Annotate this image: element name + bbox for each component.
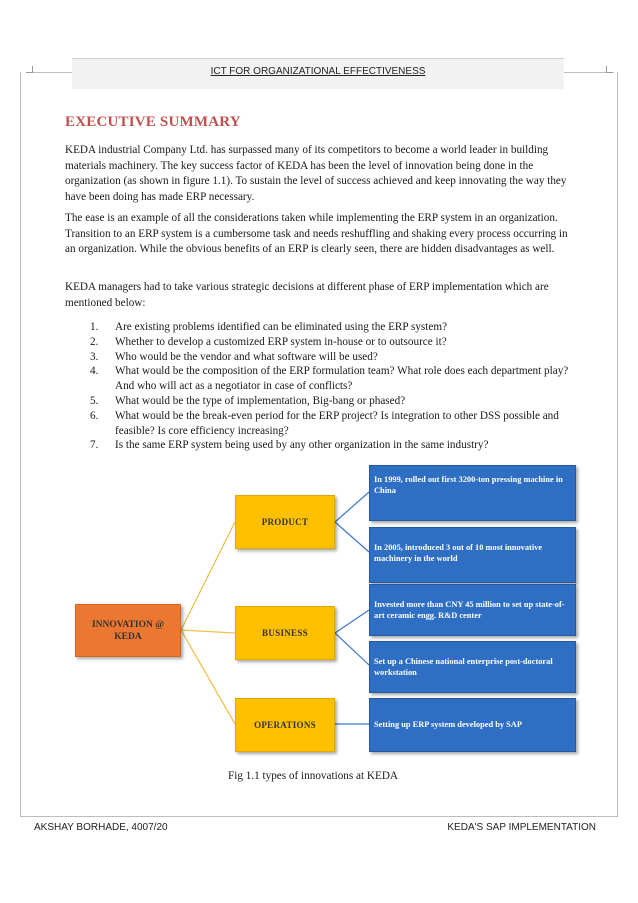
diagram-branch-product-label: PRODUCT — [261, 517, 309, 527]
list-item-number: 2. — [90, 335, 99, 348]
connector-root-business — [181, 630, 235, 633]
list-item-text: Is the same ERP system being used by any other organization in the same industry? — [115, 439, 489, 452]
list-item-number: 1. — [90, 321, 99, 333]
diagram-leaf-business-2 — [369, 641, 576, 693]
diagram-leaf-text: In 2005, introduced 3 out of 10 most innovative machinery in the world — [374, 543, 543, 563]
paragraph-intro: KEDA industrial Company Ltd. has surpassed many of its competitors to become a world leader in building materials machinery. The key success factor of KEDA has been the level of innovation being done in the organization (as shown in figure 1.1). To sustain the level of success achieved and keep innovating the way they have been doing has made ERP necessary. — [65, 144, 567, 203]
list-item-text: Whether to develop a customized ERP system in-house or to outsource it? — [115, 335, 447, 348]
footer-divider — [20, 816, 618, 817]
diagram-leaf-product-2 — [369, 527, 576, 583]
diagram-root-label: INNOVATION @ KEDA — [91, 619, 165, 642]
connector-business-leaf1 — [335, 610, 369, 633]
footer-author: AKSHAY BORHADE, 4007/20 — [34, 822, 168, 833]
footer-document-title: KEDA'S SAP IMPLEMENTATION — [447, 822, 596, 833]
diagram-branch-business — [235, 606, 335, 660]
diagram-branch-product — [235, 495, 335, 549]
list-item-number: 5. — [90, 394, 99, 407]
connector-business-leaf2 — [335, 633, 369, 665]
list-item-text: What would be the type of implementation, Big-bang or phased? — [115, 394, 406, 407]
paragraph-erp-considerations: The ease is an example of all the considerations taken while implementing the ERP system in an organization. Transition to an ERP system is a cumbersome task and needs reshuffling and shaking every process occurring in an organization. While the obvious benefits of an ERP is clearly seen, there are hidden disadvantages as well. — [65, 212, 568, 256]
diagram-leaf-product-1 — [369, 465, 576, 521]
page-header-title: ICT FOR ORGANIZATIONAL EFFECTIVENESS — [210, 66, 426, 77]
list-item-text: Who would be the vendor and what software will be used? — [115, 350, 378, 363]
connector-root-product — [181, 522, 235, 630]
diagram-leaf-business-1 — [369, 584, 576, 636]
diagram-leaf-text: Invested more than CNY 45 million to set up state-of-art ceramic engg. R&D center — [374, 600, 565, 620]
diagram-leaf-text: Set up a Chinese national enterprise post-doctoral workstation — [374, 657, 553, 677]
list-item-number: 7. — [90, 439, 99, 452]
diagram-branch-operations — [235, 698, 335, 752]
diagram-leaf-operations-1 — [369, 698, 576, 752]
list-item-number: 6. — [90, 409, 99, 422]
diagram-leaf-text: In 1999, rolled out first 3200-ton pressing machine in China — [374, 475, 563, 495]
connector-product-leaf1 — [335, 492, 369, 522]
paragraph-decisions: KEDA managers had to take various strategic decisions at different phase of ERP implementation which are mentioned below: — [65, 281, 549, 309]
connector-root-operations — [181, 630, 235, 724]
list-item-number: 3. — [90, 350, 99, 363]
section-title: EXECUTIVE SUMMARY — [65, 114, 241, 130]
diagram-branch-operations-label: OPERATIONS — [254, 720, 316, 730]
list-item-text: Are existing problems identified can be eliminated using the ERP system? — [115, 321, 448, 333]
list-item-number: 4. — [90, 365, 99, 378]
diagram-root-innovation — [75, 604, 181, 657]
list-item-text: What would be the composition of the ERP formulation team? What role does each department play? And who will act as a negotiator in case of conflicts? — [115, 365, 569, 393]
list-item-text: What would be the break-even period for the ERP project? Is integration to other DSS possible and feasible? Is core efficiency increasing? — [115, 409, 559, 437]
figure-caption: Fig 1.1 types of innovations at KEDA — [228, 770, 398, 782]
diagram-branch-business-label: BUSINESS — [262, 628, 308, 638]
diagram-leaf-text: Setting up ERP system developed by SAP — [374, 720, 522, 729]
connector-product-leaf2 — [335, 522, 369, 552]
